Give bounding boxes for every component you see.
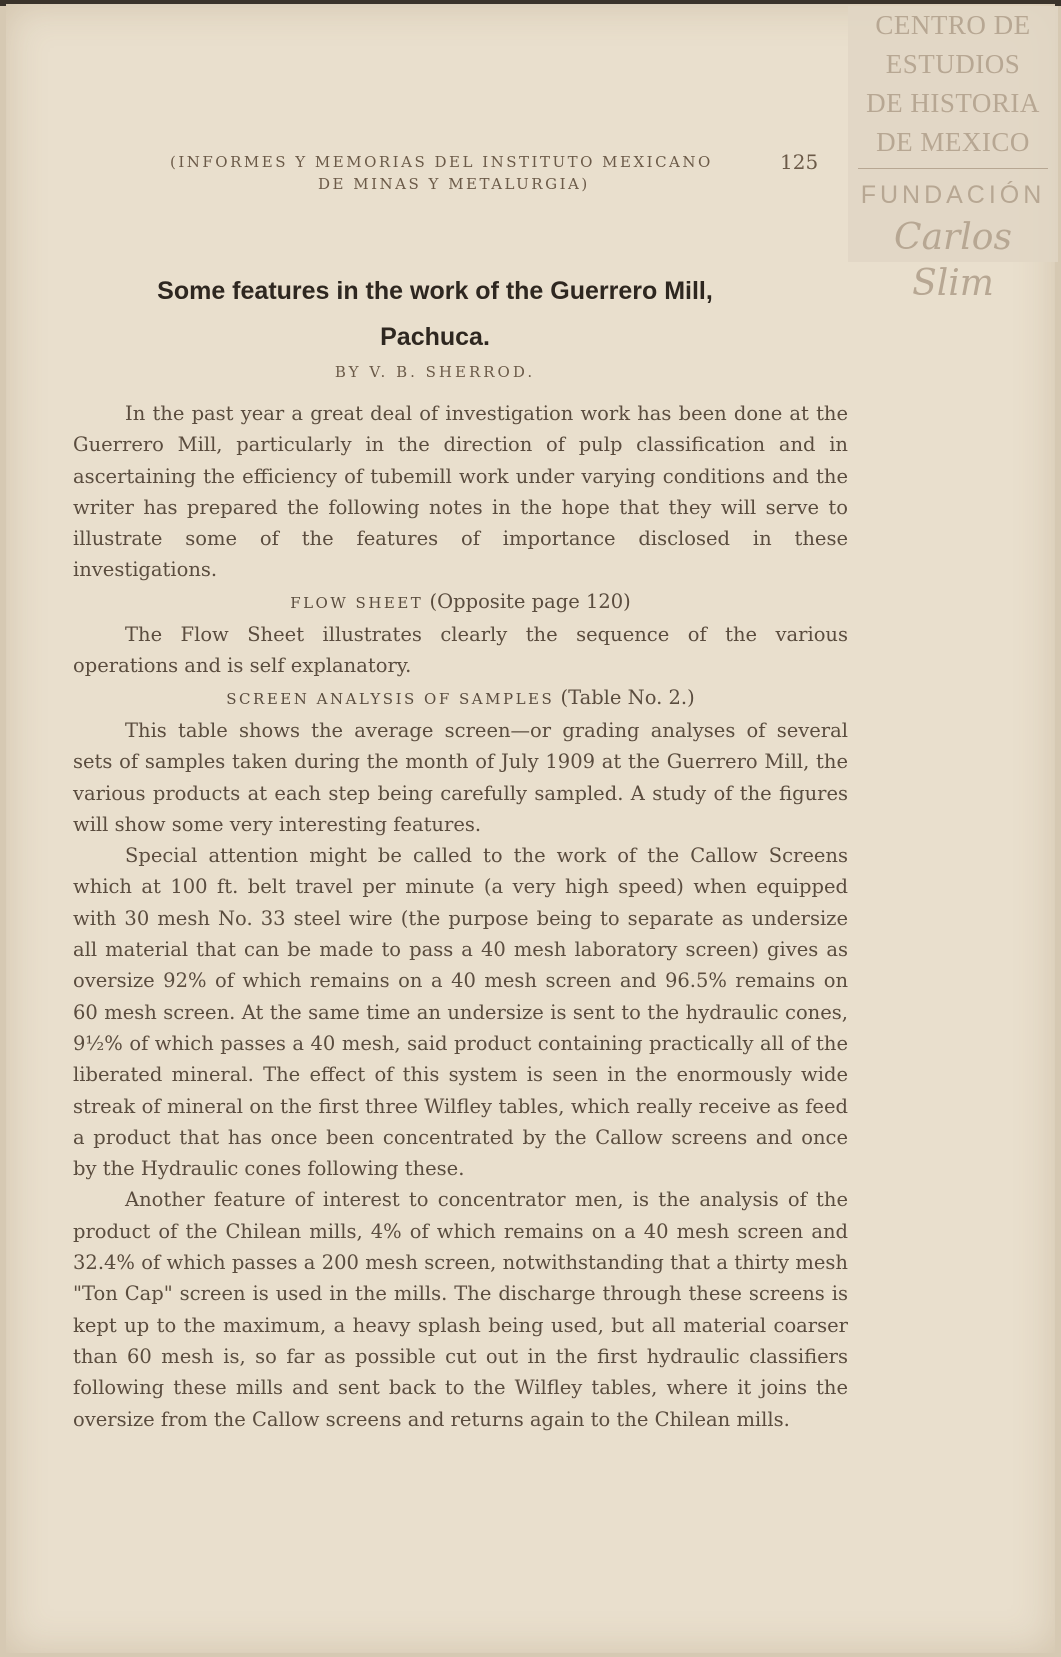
section-heading-screen-analysis [73,682,848,715]
watermark-signature: Carlos Slim [894,217,1012,304]
paragraph-screen-2: Special attention might be called to the work of the Callow Screens which at 100 ft. belt travel per minute (a very high speed) when equipped with 30 mesh No. 33 steel wire (the purpose being to separate as undersize all material that can be made to pass a 40 mesh laboratory screen) gives as oversize 92% of which remains on a 40 mesh screen and 96.5% remains on 60 mesh screen. At the same time an undersize is sent to the hydraulic cones, 9½% of which passes a 40 mesh, said product containing practically all of the liberated mineral. The effect of this system is seen in the enormously wide streak of mineral on the first three Wilfley tables, which really receive as feed a product that has once been concentrated by the Callow screens and once by the Hydraulic cones following these. [73,844,848,1181]
watermark-foundation: FUNDACIÓN [860,181,1046,209]
watermark-line: CENTRO DE [875,10,1031,40]
section-heading-caps: FLOW SHEET [290,593,424,612]
article-title [95,268,775,360]
section-heading-ref: (Opposite page 120) [423,589,631,613]
header-line-1: (INFORMES Y MEMORIAS DEL INSTITUTO MEXICANO [170,153,713,171]
header-line-2: DE MINAS Y METALURGIA) [318,175,590,193]
section-heading-ref: (Table No. 2.) [554,685,695,709]
page-number: 125 [780,150,819,174]
title-line-2: Pachuca. [380,323,490,351]
watermark-line: DE MEXICO [876,127,1030,157]
paragraph-flow-sheet: The Flow Sheet illustrates clearly the sequence of the various operations and is self explanatory. [73,623,848,678]
paragraph-intro: In the past year a great deal of investigation work has been done at the Guerrero Mill, particularly in the direction of pulp classification and in ascertaining the efficiency of tubemill work under varying conditions and the writer has prepared the following notes in the hope that they will serve to illustrate some of the features of importance disclosed in these investigations. [73,402,848,582]
author-byline: BY V. B. SHERROD. [334,363,536,381]
section-heading-flow-sheet [73,586,848,619]
paragraph-screen-3: Another feature of interest to concentrator men, is the analysis of the product of the Chilean mills, 4% of which remains on a 40 mesh screen and 32.4% of which passes a 200 mesh screen, notwithstanding that a thirty mesh "Ton Cap" screen is used in the mills. The discharge through these screens is kept up to the maximum, a heavy splash being used, but all material coarser than 60 mesh is, so far as possible cut out in the first hydraulic classifiers following these mills and sent back to the Wilfley tables, where it joins the oversize from the Callow screens and returns again to the Chilean mills. [73,1188,848,1431]
watermark-line: ESTUDIOS [885,49,1021,79]
article-body [73,398,848,1435]
title-line-1: Some features in the work of the Guerrero Mill, [157,277,713,305]
watermark-divider [858,168,1048,169]
paragraph-screen-1: This table shows the average screen—or grading analyses of several sets of samples taken during the month of July 1909 at the Guerrero Mill, the various products at each step being carefully sampled. A study of the figures will show some very interesting features. [73,718,848,836]
watermark-line: DE HISTORIA [866,88,1040,118]
running-header [170,150,820,193]
section-heading-caps: SCREEN ANALYSIS OF SAMPLES [226,689,555,708]
foundation-watermark [848,6,1058,304]
